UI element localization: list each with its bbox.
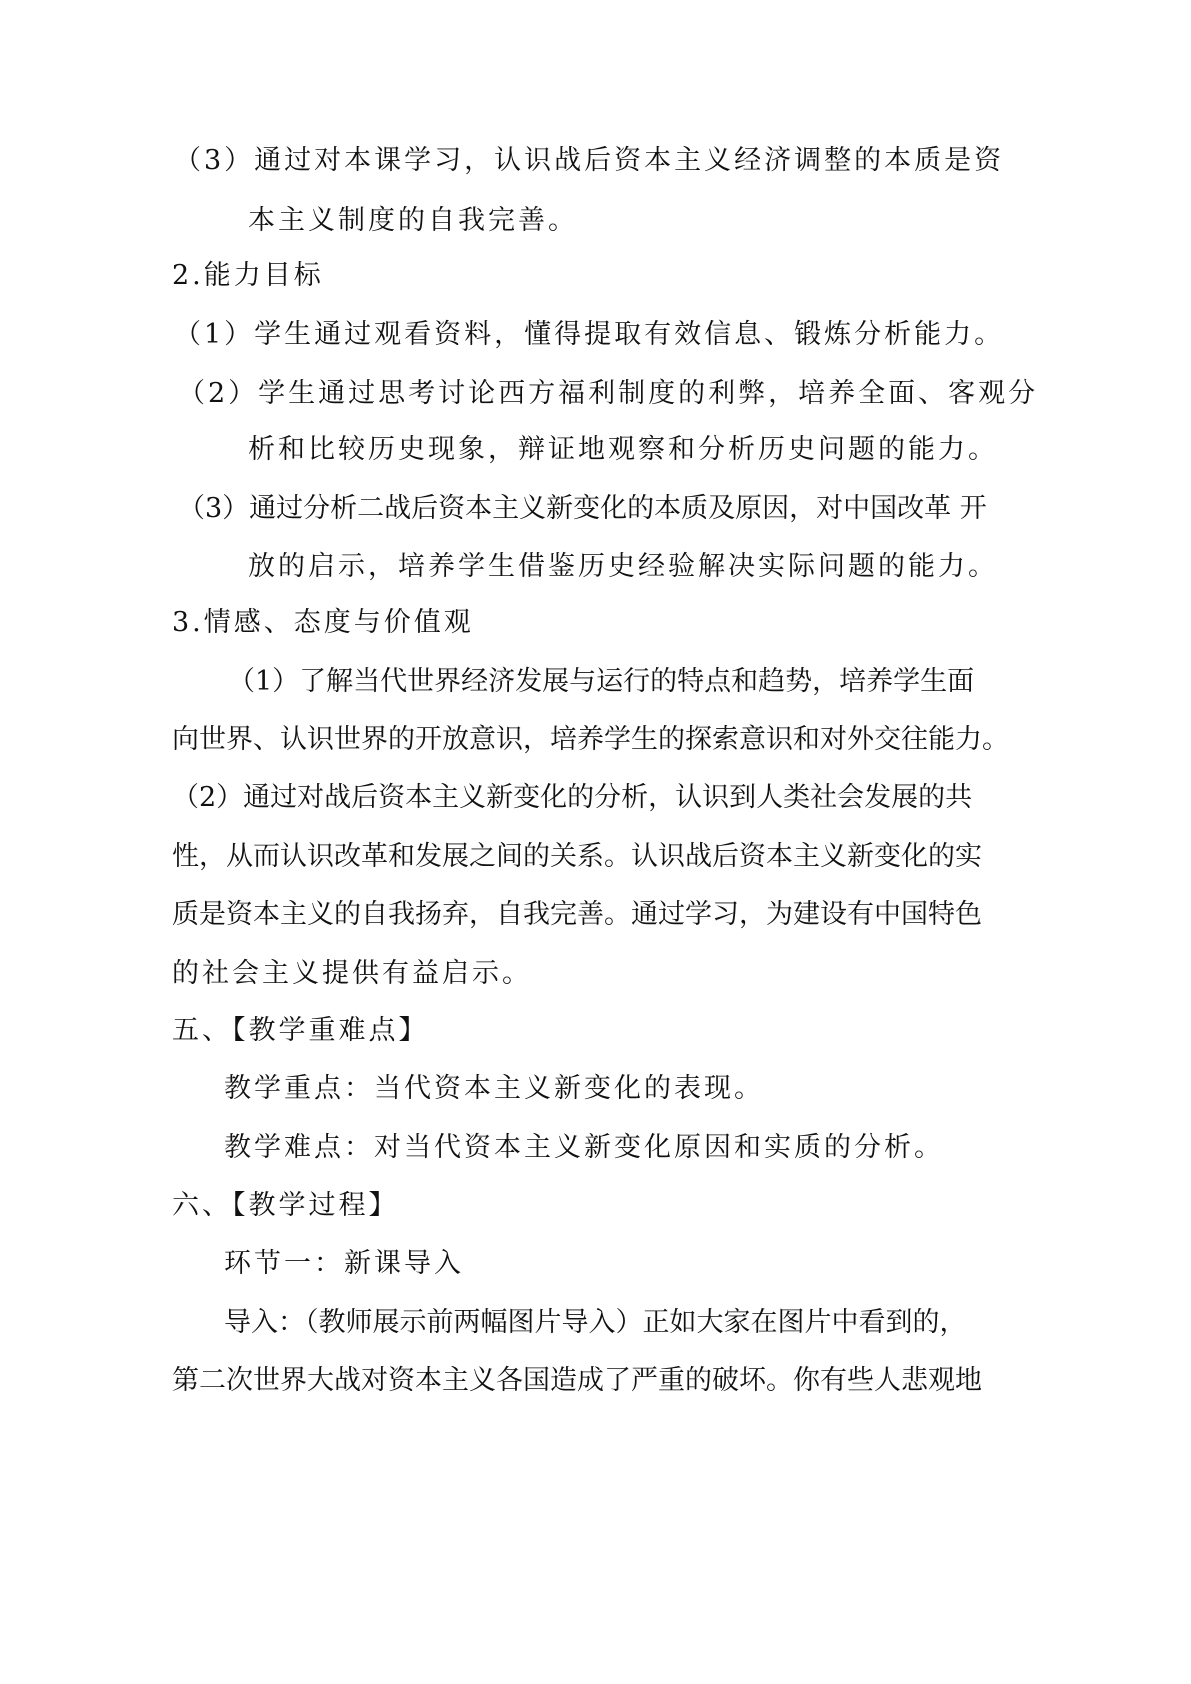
objective-attitude-2-cont1: 性，从而认识改革和发展之间的关系。认识战后资本主义新变化的实 (172, 841, 982, 872)
objective-ability-2-cont: 析和比较历史现象，辩证地观察和分析历史问题的能力。 (248, 434, 998, 465)
section-heading-key-points: 五、【教学重难点】 (172, 1015, 429, 1046)
section-heading-attitude: 3.情感、态度与价值观 (172, 607, 474, 638)
objective-ability-1: （1）学生通过观看资料，懂得提取有效信息、锻炼分析能力。 (174, 319, 1005, 350)
objective-attitude-1: （1）了解当代世界经济发展与运行的特点和趋势，培养学生面 (228, 666, 975, 697)
objective-ability-3: （3）通过分析二战后资本主义新变化的本质及原因，对中国改革 开 (178, 493, 987, 524)
objective-attitude-2: （2）通过对战后资本主义新变化的分析，认识到人类社会发展的共 (172, 782, 973, 813)
introduction-paragraph: 导入：（教师展示前两幅图片导入）正如大家在图片中看到的， (224, 1307, 967, 1338)
section-heading-process: 六、【教学过程】 (172, 1190, 399, 1221)
introduction-paragraph-cont: 第二次世界大战对资本主义各国造成了严重的破坏。你有些人悲观地 (172, 1365, 982, 1396)
objective-attitude-1-cont: 向世界、认识世界的开放意识，培养学生的探索意识和对外交往能力。 (172, 724, 1009, 755)
step-one-heading: 环节一：新课导入 (224, 1248, 464, 1279)
difficult-point: 教学难点：对当代资本主义新变化原因和实质的分析。 (224, 1132, 944, 1163)
objective-knowledge-3: （3）通过对本课学习，认识战后资本主义经济调整的本质是资 (174, 145, 1005, 176)
objective-ability-2: （2）学生通过思考讨论西方福利制度的利弊，培养全面、客观分 (178, 378, 1039, 409)
objective-ability-3-cont: 放的启示，培养学生借鉴历史经验解决实际问题的能力。 (248, 551, 998, 582)
section-heading-ability: 2.能力目标 (172, 260, 324, 291)
objective-knowledge-3-cont: 本主义制度的自我完善。 (248, 205, 578, 236)
objective-attitude-2-cont3: 的社会主义提供有益启示。 (172, 958, 532, 989)
objective-attitude-2-cont2: 质是资本主义的自我扬弃，自我完善。通过学习，为建设有中国特色 (172, 899, 982, 930)
key-point: 教学重点：当代资本主义新变化的表现。 (224, 1073, 764, 1104)
